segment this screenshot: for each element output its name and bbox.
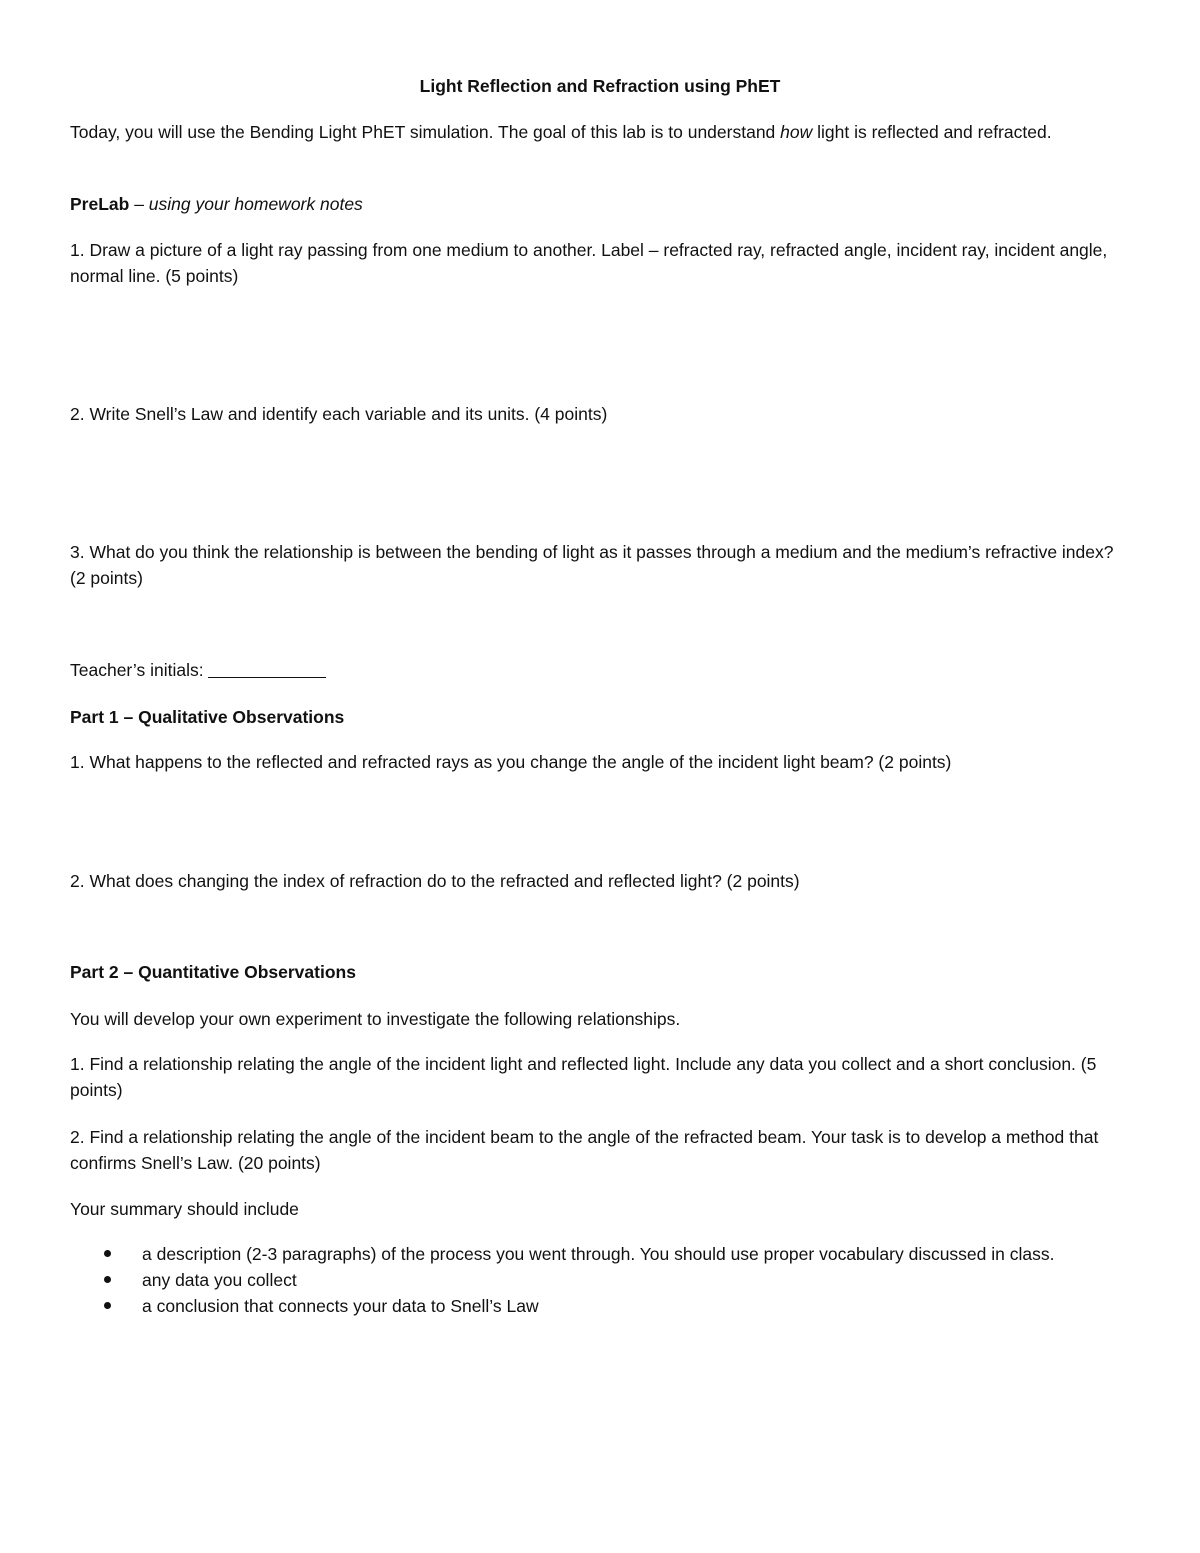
prelab-question-1: 1. Draw a picture of a light ray passing from one medium to another. Label – refracted ray, refracted angle, incident ray, incident angle, normal line. (5 points) (70, 240, 1108, 286)
part2-heading: Part 2 – Quantitative Observations (70, 962, 356, 982)
part2-question-2: 2. Find a relationship relating the angle of the incident beam to the angle of the refracted beam. Your task is to develop a method that confirms Snell’s Law. (20 points) (70, 1127, 1099, 1173)
summary-label: Your summary should include (70, 1199, 299, 1219)
part1-question-2: 2. What does changing the index of refraction do to the refracted and reflected light? (2 points) (70, 871, 800, 891)
bullet-dot-icon (104, 1276, 111, 1283)
summary-bullet-item (70, 1267, 1130, 1293)
prelab-heading-label: PreLab (70, 194, 130, 214)
teacher-initials-blank (208, 659, 326, 678)
part1-heading: Part 1 – Qualitative Observations (70, 707, 345, 727)
prelab-heading-dash: – (129, 194, 149, 214)
summary-bullet-item (70, 1241, 1130, 1267)
bullet-dot-icon (104, 1302, 111, 1309)
summary-bullet-text: a description (2-3 paragraphs) of the process you went through. You should use proper vocabulary discussed in class. (142, 1244, 1055, 1264)
prelab-subtitle: using your homework notes (148, 194, 363, 214)
part2-intro: You will develop your own experiment to investigate the following relationships. (70, 1009, 681, 1029)
summary-bullet-item (70, 1293, 1130, 1319)
summary-bullet-list (70, 1241, 1130, 1319)
teacher-initials-line (70, 657, 1130, 683)
page-title: Light Reflection and Refraction using PhET (419, 76, 781, 96)
intro-text-start: Today, you will use the Bending Light PhET simulation. The goal of this lab is to understand (70, 122, 781, 142)
bullet-dot-icon (104, 1250, 111, 1257)
intro-emphasis: how (780, 122, 813, 142)
part1-question-1: 1. What happens to the reflected and refracted rays as you change the angle of the incident light beam? (2 points) (70, 752, 952, 772)
prelab-heading (70, 191, 1130, 217)
teacher-initials-label: Teacher’s initials: (70, 660, 204, 680)
summary-bullet-text: any data you collect (142, 1270, 297, 1290)
summary-bullet-text: a conclusion that connects your data to Snell’s Law (142, 1296, 539, 1316)
intro-paragraph (70, 119, 1130, 145)
part2-question-1: 1. Find a relationship relating the angle of the incident light and reflected light. Include any data you collect and a short conclusion. (5 points) (70, 1054, 1097, 1100)
prelab-question-3: 3. What do you think the relationship is between the bending of light as it passes through a medium and the medium’s refractive index? (2 points) (70, 542, 1114, 588)
intro-text-end: light is reflected and refracted. (812, 122, 1052, 142)
prelab-question-2: 2. Write Snell’s Law and identify each variable and its units. (4 points) (70, 404, 608, 424)
